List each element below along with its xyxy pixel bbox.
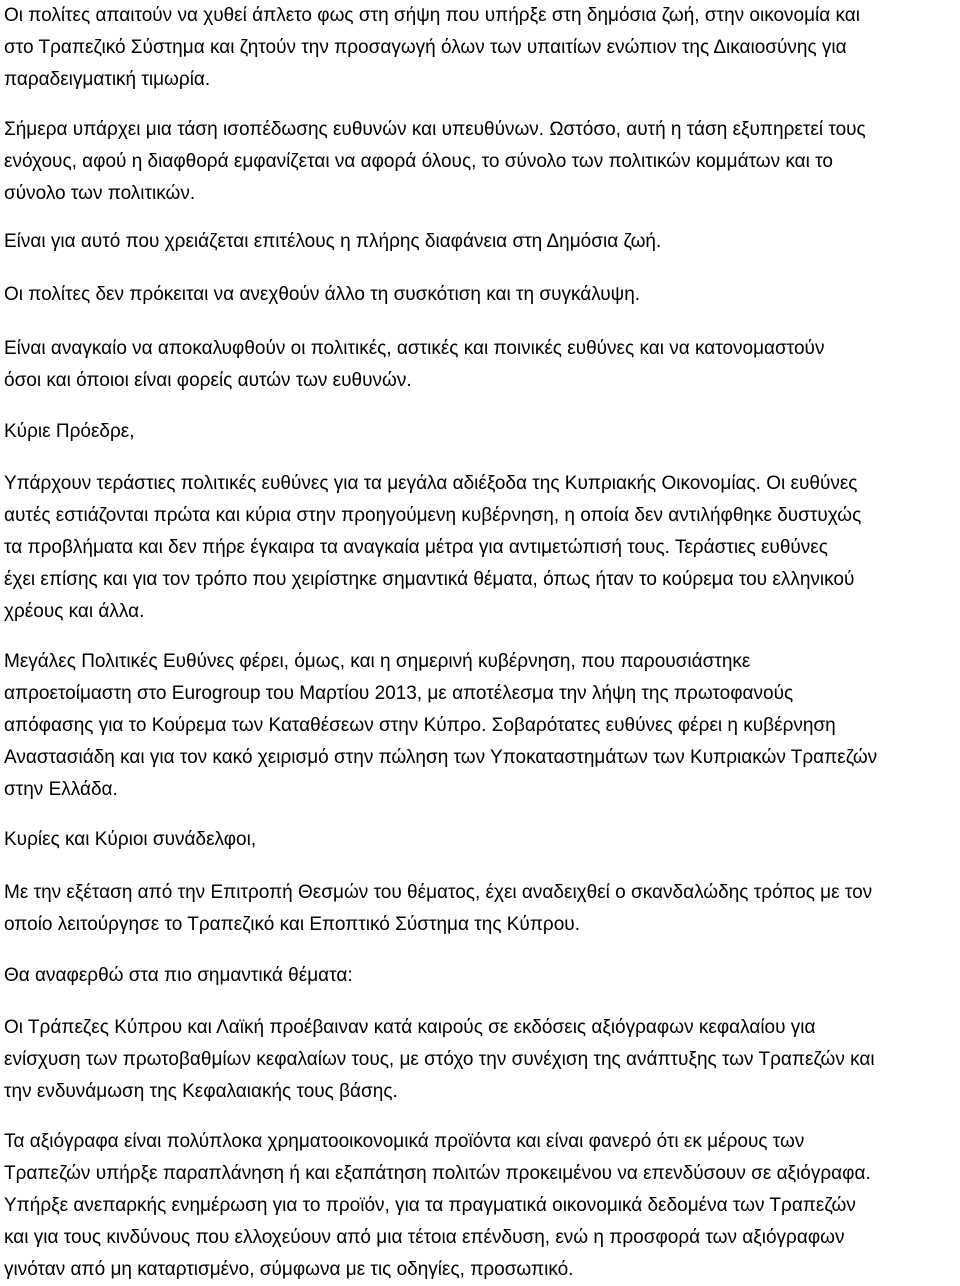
text-line: Κύριε Πρόεδρε,	[4, 421, 135, 442]
paragraph	[4, 824, 256, 856]
paragraph	[4, 1126, 871, 1286]
text-line: Σήμερα υπάρχει μια τάση ισοπέδωσης ευθυνών και υπευθύνων. Ωστόσο, αυτή η τάση εξυπηρετεί τους	[4, 119, 866, 140]
text-line: σύνολο των πολιτικών.	[4, 183, 196, 204]
text-line: Τραπεζών υπήρξε παραπλάνηση ή και εξαπάτηση πολιτών προκειμένου να επενδύσουν σε αξιόγραφα.	[4, 1163, 871, 1184]
paragraph	[4, 279, 640, 311]
paragraph	[4, 468, 861, 628]
text-line: έχει επίσης και για τον τρόπο που χειρίστηκε σημαντικά θέματα, όπως ήταν το κούρεμα του ελληνικού	[4, 569, 855, 590]
text-line: αυτές εστιάζονται πρώτα και κύρια στην προηγούμενη κυβέρνηση, η οποία δεν αντιλήφθηκε δυστυχώς	[4, 505, 862, 526]
text-line: γινόταν από μη καταρτισμένο, σύμφωνα με τις οδηγίες, προσωπικό.	[4, 1259, 574, 1280]
text-line: Είναι για αυτό που χρειάζεται επιτέλους η πλήρης διαφάνεια στη Δημόσια ζωή.	[4, 231, 662, 252]
text-line: Υπήρξε ανεπαρκής ενημέρωση για το προϊόν, για τα πραγματικά οικονομικά δεδομένα των Τραπεζών	[4, 1195, 856, 1216]
text-line: Αναστασιάδη και για τον κακό χειρισμό στην πώληση των Υποκαταστημάτων των Κυπριακών Τραπεζών	[4, 747, 878, 768]
text-line: και για τους κινδύνους που ελλοχεύουν από μια τέτοια επένδυση, ενώ η προσφορά των αξιόγραφων	[4, 1227, 845, 1248]
text-line: οποίο λειτούργησε το Τραπεζικό και Εποπτικό Σύστημα της Κύπρου.	[4, 914, 580, 935]
text-line: ενόχους, αφού η διαφθορά εμφανίζεται να αφορά όλους, το σύνολο των πολιτικών κομμάτων και το	[4, 151, 833, 172]
text-line: στην Ελλάδα.	[4, 779, 118, 800]
text-line: Υπάρχουν τεράστιες πολιτικές ευθύνες για τα μεγάλα αδιέξοδα της Κυπριακής Οικονομίας. Οι ευθύνες	[4, 473, 858, 494]
text-line: Κυρίες και Κύριοι συνάδελφοι,	[4, 829, 257, 850]
text-line: Μεγάλες Πολιτικές Ευθύνες φέρει, όμως, και η σημερινή κυβέρνηση, που παρουσιάστηκε	[4, 651, 751, 672]
text-line: Θα αναφερθώ στα πιο σημαντικά θέματα:	[4, 965, 353, 986]
text-line: χρέους και άλλα.	[4, 601, 145, 622]
paragraph	[4, 114, 866, 210]
text-line: απροετοίμαστη στο Eurogroup του Μαρτίου 2013, με αποτέλεσμα την λήψη της πρωτοφανούς	[4, 683, 794, 704]
paragraph	[4, 0, 860, 96]
paragraph	[4, 646, 877, 806]
text-line: τα προβλήματα και δεν πήρε έγκαιρα τα αναγκαία μέτρα για αντιμετώπισή τους. Τεράστιες ευθύνες	[4, 537, 828, 558]
paragraph	[4, 877, 872, 941]
paragraph	[4, 416, 135, 448]
text-line: παραδειγματική τιμωρία.	[4, 69, 211, 90]
text-line: απόφασης για το Κούρεμα των Καταθέσεων στην Κύπρο. Σοβαρότατες ευθύνες φέρει η κυβέρνηση	[4, 715, 836, 736]
text-line: όσοι και όποιοι είναι φορείς αυτών των ευθυνών.	[4, 370, 412, 391]
text-line: Οι πολίτες δεν πρόκειται να ανεχθούν άλλο τη συσκότιση και τη συγκάλυψη.	[4, 284, 641, 305]
text-line: την ενδυνάμωση της Κεφαλαιακής τους βάσης.	[4, 1081, 398, 1102]
text-line: Οι πολίτες απαιτούν να χυθεί άπλετο φως στη σήψη που υπήρξε στη δημόσια ζωή, στην οικονομία και	[4, 5, 861, 26]
text-line: ενίσχυση των πρωτοβαθμίων κεφαλαίων τους, με στόχο την συνέχιση της ανάπτυξης των Τραπεζών και	[4, 1049, 875, 1070]
paragraph	[4, 960, 353, 992]
paragraph	[4, 226, 661, 258]
paragraph	[4, 1012, 875, 1108]
paragraph	[4, 333, 824, 397]
text-line: Είναι αναγκαίο να αποκαλυφθούν οι πολιτικές, αστικές και ποινικές ευθύνες και να κατονομαστούν	[4, 338, 825, 359]
text-line: Με την εξέταση από την Επιτροπή Θεσμών του θέματος, έχει αναδειχθεί ο σκανδαλώδης τρόπος με τον	[4, 882, 873, 903]
text-line: στο Τραπεζικό Σύστημα και ζητούν την προσαγωγή όλων των υπαιτίων ενώπιον της Δικαιοσύνης για	[4, 37, 847, 58]
text-line: Οι Τράπεζες Κύπρου και Λαϊκή προέβαιναν κατά καιρούς σε εκδόσεις αξιόγραφων κεφαλαίου για	[4, 1017, 816, 1038]
text-line: Τα αξιόγραφα είναι πολύπλοκα χρηματοοικονομικά προϊόντα και είναι φανερό ότι εκ μέρους των	[4, 1131, 805, 1152]
